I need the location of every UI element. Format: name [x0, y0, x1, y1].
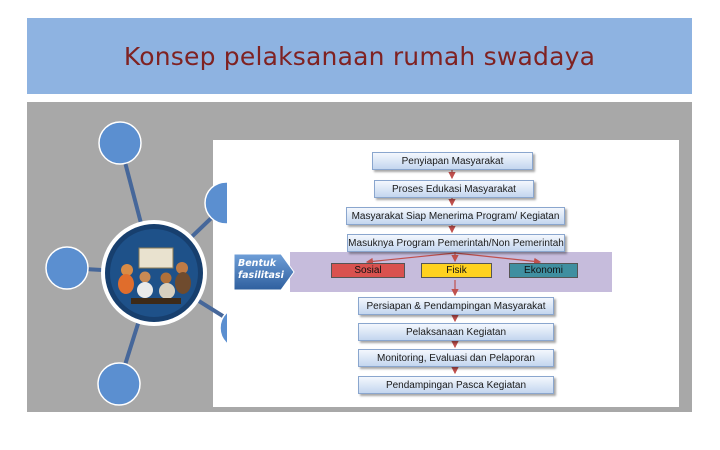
title-bar: [27, 18, 692, 94]
flow-step-6: Pelaksanaan Kegiatan: [358, 323, 554, 341]
callout-label: [238, 258, 294, 282]
flow-step-8: Pendampingan Pasca Kegiatan: [358, 376, 554, 394]
branch-sosial: Sosial: [331, 263, 405, 278]
node-top-right: [205, 182, 227, 224]
node-top-left: [99, 122, 141, 164]
center-hub-image: [101, 220, 207, 326]
network-diagram: [27, 102, 227, 412]
flow-step-5: Persiapan & Pendampingan Masyarakat: [358, 297, 554, 315]
callout-label-line2: fasilitasi: [238, 270, 284, 281]
callout-label-line1: Bentuk: [238, 258, 277, 269]
node-left: [46, 247, 88, 289]
flow-step-1: Penyiapan Masyarakat: [372, 152, 533, 170]
flow-step-7: Monitoring, Evaluasi dan Pelaporan: [358, 349, 554, 367]
flow-step-2: Proses Edukasi Masyarakat: [374, 180, 534, 198]
flow-step-3: Masyarakat Siap Menerima Program/ Kegiatan: [346, 207, 565, 225]
flow-step-4: Masuknya Program Pemerintah/Non Pemerintah: [347, 234, 565, 252]
node-bottom-left: [98, 363, 140, 405]
branch-fisik: Fisik: [421, 263, 492, 278]
branch-ekonomi: Ekonomi: [509, 263, 578, 278]
slide-title: Konsep pelaksanaan rumah swadaya: [123, 41, 596, 71]
facilitation-callout: [233, 253, 295, 291]
